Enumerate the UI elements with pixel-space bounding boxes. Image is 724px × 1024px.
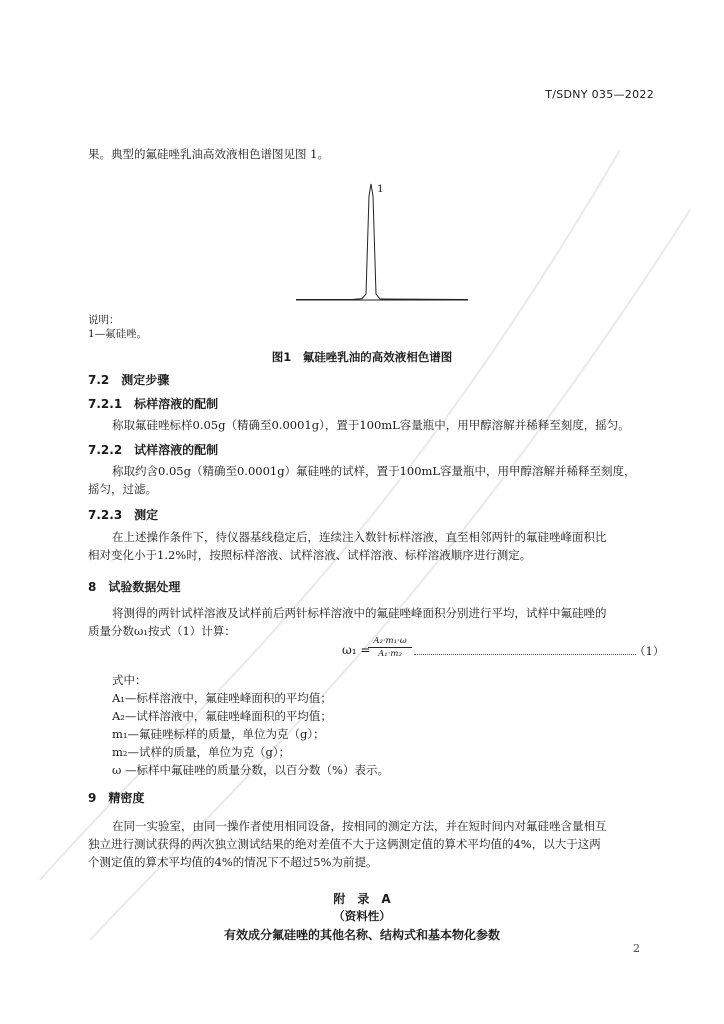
section-7-2-2-text-2: 摇匀，过滤。 — [88, 482, 157, 496]
page-number: 2 — [633, 942, 640, 955]
figure-note-item: 1—氟硅唑。 — [88, 328, 148, 340]
section-7-2-3: 7.2.3 测定 — [88, 508, 159, 522]
equation-numerator: A₂·m₁·ω — [373, 636, 407, 646]
section-8-text-2: 质量分数ω₁按式（1）计算： — [88, 624, 236, 638]
figure-caption: 图1 氟硅唑乳油的高效液相色谱图 — [271, 350, 453, 364]
section-9: 9 精密度 — [88, 791, 145, 805]
equation-fraction — [368, 636, 412, 659]
document-code: T/SDNY 035—2022 — [545, 88, 654, 101]
section-7-2-2-text-1: 称取约含0.05g（精确至0.0001g）氟硅唑的试样，置于100mL容量瓶中，用甲醇溶解并稀释至刻度， — [112, 464, 636, 478]
definition-a1: A₁—标样溶液中，氟硅唑峰面积的平均值； — [112, 691, 332, 705]
annex-subtitle: 有效成分氟硅唑的其他名称、结构式和基本物化参数 — [223, 928, 500, 942]
annex-title: 附 录 A — [333, 892, 391, 906]
section-9-text-3: 个测定值的算术平均值的4%的情况下不超过5%为前提。 — [88, 855, 378, 869]
fraction-bar — [368, 647, 412, 648]
intro-text: 果。典型的氟硅唑乳油高效液相色谱图见图 1。 — [88, 147, 329, 161]
peak-label: 1 — [377, 183, 384, 195]
figure-note-title: 说明： — [88, 314, 120, 326]
definition-m2: m₂—试样的质量，单位为克（g）； — [112, 745, 291, 759]
definition-omega: ω —标样中氟硅唑的质量分数，以百分数（%）表示。 — [112, 763, 389, 777]
section-7-2-1: 7.2.1 标样溶液的配制 — [88, 397, 219, 411]
where-label: 式中： — [112, 673, 147, 687]
section-8-text-1: 将测得的两针试样溶液及试样前后两针标样溶液中的氟硅唑峰面积分别进行平均，试样中氟硅唑的 — [112, 606, 607, 620]
equation-lhs: ω₁ = — [342, 643, 371, 657]
section-9-text-2: 独立进行测试获得的两次独立测试结果的绝对差值不大于这俩测定值的算术平均值的4%，以大于这两 — [88, 837, 601, 851]
section-8: 8 试验数据处理 — [88, 580, 181, 594]
definition-a2: A₂—试样溶液中，氟硅唑峰面积的平均值； — [112, 709, 332, 723]
equation-denominator: A₁·m₂ — [378, 649, 402, 659]
section-7-2-2: 7.2.2 试样溶液的配制 — [88, 443, 219, 457]
section-7-2-3-text-1: 在上述操作条件下，待仪器基线稳定后，连续注入数针标样溶液，直至相邻两针的氟硅唑峰面积比 — [112, 530, 607, 544]
definition-m1: m₁—氟硅唑标样的质量，单位为克（g）； — [112, 727, 325, 741]
chromatogram-signal — [296, 184, 468, 300]
section-7-2-1-text: 称取氟硅唑标样0.05g（精确至0.0001g），置于100mL容量瓶中，用甲醇溶解并稀释至刻度，摇匀。 — [112, 418, 630, 432]
section-7-2: 7.2 测定步骤 — [88, 373, 170, 387]
equation-leader — [414, 654, 636, 655]
annex-type: （资料性） — [333, 909, 391, 923]
section-7-2-3-text-2: 相对变化小于1.2%时，按照标样溶液、试样溶液、试样溶液、标样溶液顺序进行测定。 — [88, 548, 532, 562]
chromatogram — [290, 176, 475, 306]
section-9-text-1: 在同一实验室，由同一操作者使用相同设备，按相同的测定方法，并在短时间内对氟硅唑含量相互 — [112, 819, 607, 833]
equation-number: （1） — [634, 644, 665, 658]
